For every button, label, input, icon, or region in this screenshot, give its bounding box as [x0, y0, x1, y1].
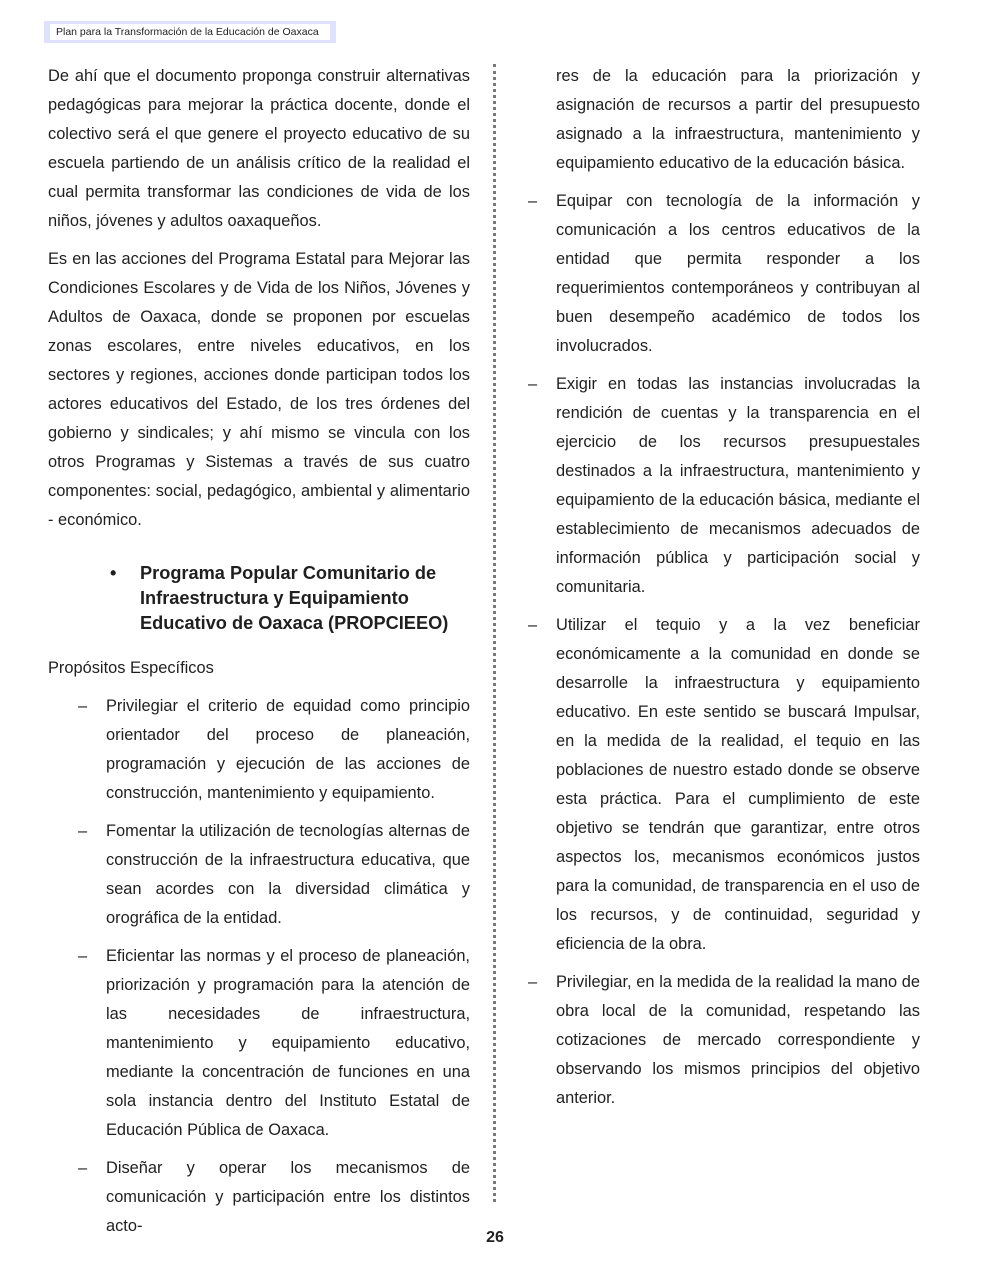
list-item [528, 187, 920, 361]
dash-icon: – [78, 1159, 88, 1177]
dash-icon: – [528, 375, 538, 393]
subheading: Propósitos Específicos [48, 659, 214, 677]
paragraph: De ahí que el documento proponga construir alternativas pedagógicas para mejorar la práctica docente, donde el colectivo será el que genere el proyecto educativo de su escuela partiendo de un análisis crítico de la realidad el cual permita transformar las condiciones de vida de los niños, jóvenes y adultos oaxaqueños. [48, 67, 470, 230]
list-item [528, 611, 920, 959]
list-item-continuation: res de la educación para la priorización y asignación de recursos a partir del presupuesto asignado a la infraestructura, mantenimiento y equipamiento educativo de la educación básica. [556, 67, 920, 172]
list-item [78, 942, 470, 1145]
dash-icon: – [78, 947, 88, 965]
paragraph: Es en las acciones del Programa Estatal para Mejorar las Condiciones Escolares y de Vida de los Niños, Jóvenes y Adultos de Oaxaca, donde se proponen por escuelas zonas escolares, entre niveles educativos, en los sectores y regiones, acciones donde participan todos los actores educativos del Estado, de los tres órdenes del gobierno y sindicales; y ahí mismo se vincula con los otros Programas y Sistemas a través de sus cuatro componentes: social, pedagógico, ambiental y alimentario - económico. [48, 250, 470, 529]
list-item-text: Privilegiar el criterio de equidad como principio orientador del proceso de planeación, programación y ejecución de las acciones de construcción, mantenimiento y equipamiento. [106, 697, 470, 802]
dash-icon: – [78, 822, 88, 840]
section-heading [110, 561, 470, 636]
running-header [44, 21, 336, 43]
dash-icon: – [528, 616, 538, 634]
left-column [48, 62, 470, 1250]
list-item-text: Utilizar el tequio y a la vez beneficiar económicamente a la comunidad en donde se desarrolle la infraestructura y equipamiento educativo. En este sentido se buscará Impulsar, en la medida de la realidad, el tequio en las poblaciones de nuestro estado donde se observe esta práctica. Para el cumplimiento de este objetivo se tendrán que garantizar, entre otros aspectos los, mecanismos económicos justos para la comunidad, de transparencia en el uso de los recursos, y de continuidad, seguridad y eficiencia de la obra. [556, 616, 920, 953]
list-item-text: Equipar con tecnología de la información y comunicación a los centros educativos de la entidad que permita responder a los requerimientos contemporáneos y contribuyan al buen desempeño académico de todos los involucrados. [556, 192, 920, 355]
list-item [78, 692, 470, 808]
column-divider [493, 64, 496, 1202]
list-item-text: Diseñar y operar los mecanismos de comunicación y participación entre los distintos acto- [106, 1159, 470, 1235]
right-column [528, 62, 920, 1122]
bullet-icon: • [110, 563, 117, 583]
list-item-text: Privilegiar, en la medida de la realidad la mano de obra local de la comunidad, respetando las cotizaciones de mercado correspondiente y observando los mismos principios del objetivo anterior. [556, 973, 920, 1107]
dash-icon: – [528, 973, 538, 991]
list-item-text: Fomentar la utilización de tecnologías alternas de construcción de la infraestructura educativa, que sean acordes con la diversidad climática y orográfica de la entidad. [106, 822, 470, 927]
list-item-text: Eficientar las normas y el proceso de planeación, priorización y programación para la atención de las necesidades de infraestructura, mantenimiento y equipamiento educativo, mediante la concentración de funciones en una sola instancia dentro del Instituto Estatal de Educación Pública de Oaxaca. [106, 947, 470, 1139]
list-item [78, 1154, 470, 1241]
list-item [78, 817, 470, 933]
list-item [528, 968, 920, 1113]
list-item-text: Exigir en todas las instancias involucradas la rendición de cuentas y la transparencia en el ejercicio de los recursos presupuestales destinados a la infraestructura, mantenimiento y equipamiento de la educación básica, mediante el establecimiento de mecanismos adecuados de información pública y participación social y comunitaria. [556, 375, 920, 596]
dash-icon: – [528, 192, 538, 210]
page-number: 26 [486, 1229, 504, 1246]
section-heading-text: Programa Popular Comunitario de Infraestructura y Equipamiento Educativo de Oaxaca (PROPCIEEO) [140, 563, 449, 633]
list-item [528, 370, 920, 602]
dash-icon: – [78, 697, 88, 715]
running-header-title: Plan para la Transformación de la Educación de Oaxaca [50, 24, 330, 40]
